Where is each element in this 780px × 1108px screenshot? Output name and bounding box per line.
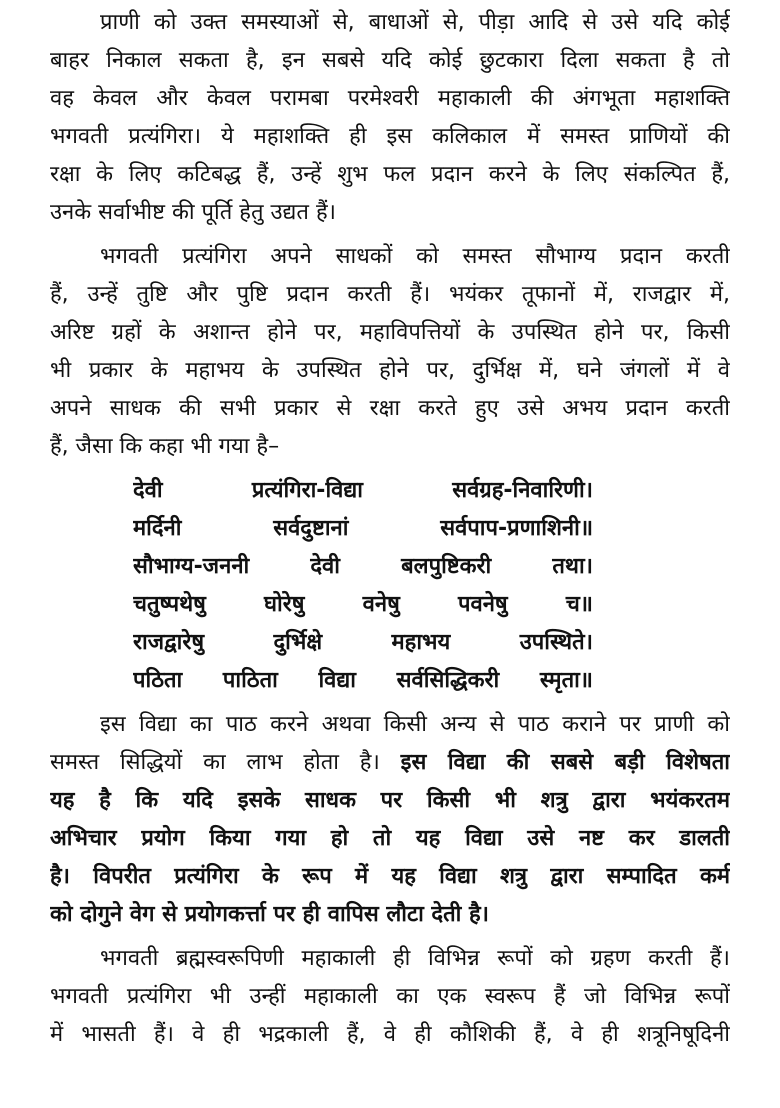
- bold-text-line: है। विपरीत प्रत्यंगिरा के रूप में यह विद्या शत्रु द्वारा सम्पादित कर्म: [50, 864, 730, 889]
- text-line: हैं, जैसा कि कहा भी गया है–: [50, 434, 280, 459]
- normal-text: समस्त सिद्धियों का लाभ होता है।: [50, 750, 401, 775]
- text-line: में भासती हैं। वे ही भद्रकाली हैं, वे ही कौशिकी हैं, वे ही शत्रूनिषूदिनी: [50, 1022, 730, 1047]
- paragraph-4: [50, 940, 730, 1054]
- text-line: भगवती प्रत्यंगिरा भी उन्हीं महाकाली का एक स्वरूप हैं जो विभिन्न रूपों: [50, 984, 730, 1009]
- text-line: बाहर निकाल सकता है, इन सबसे यदि कोई छुटकारा दिला सकता है तो: [50, 48, 730, 73]
- text-line: हैं, उन्हें तुष्टि और पुष्टि प्रदान करती हैं। भयंकर तूफानों में, राजद्वार में,: [50, 282, 730, 307]
- document-page: [50, 4, 730, 1054]
- verse-line: मर्दिनी सर्वदुष्टानां सर्वपाप-प्रणाशिनी॥: [133, 516, 593, 541]
- verse-line: चतुष्पथेषु घोरेषु वनेषु पवनेषु च॥: [133, 592, 593, 617]
- text-line: रक्षा के लिए कटिबद्ध हैं, उन्हें शुभ फल प्रदान करने के लिए संकल्पित हैं,: [50, 162, 730, 187]
- text-line: भगवती प्रत्यंगिरा। ये महाशक्ति ही इस कलिकाल में समस्त प्राणियों की: [50, 124, 730, 149]
- text-line: उनके सर्वाभीष्ट की पूर्ति हेतु उद्यत हैं।: [50, 200, 336, 225]
- text-line: भगवती प्रत्यंगिरा अपने साधकों को समस्त सौभाग्य प्रदान करती: [100, 244, 730, 269]
- sanskrit-verse: [50, 472, 593, 700]
- text-line: अरिष्ट ग्रहों के अशान्त होने पर, महाविपत्तियों के उपस्थित होने पर, किसी: [50, 320, 730, 345]
- text-line: वह केवल और केवल परामबा परमेश्वरी महाकाली की अंगभूता महाशक्ति: [50, 86, 730, 111]
- verse-line: पठिता पाठिता विद्या सर्वसिद्धिकरी स्मृता॥: [133, 668, 593, 693]
- bold-text: इस विद्या की सबसे बड़ी विशेषता: [400, 750, 730, 775]
- paragraph-1: [50, 4, 730, 232]
- verse-line: सौभाग्य-जननी देवी बलपुष्टिकरी तथा।: [133, 554, 593, 579]
- text-line: भगवती ब्रह्मस्वरूपिणी महाकाली ही विभिन्न रूपों को ग्रहण करती हैं।: [100, 946, 730, 971]
- bold-text-line: को दोगुने वेग से प्रयोगकर्त्ता पर ही वापिस लौटा देती है।: [50, 902, 490, 927]
- text-line: प्राणी को उक्त समस्याओं से, बाधाओं से, पीड़ा आदि से उसे यदि कोई: [100, 10, 730, 35]
- bold-text-line: अभिचार प्रयोग किया गया हो तो यह विद्या उसे नष्ट कर डालती: [50, 826, 730, 851]
- text-line: भी प्रकार के महाभय के उपस्थित होने पर, दुर्भिक्ष में, घने जंगलों में वे: [50, 358, 730, 383]
- text-line: इस विद्या का पाठ करने अथवा किसी अन्य से पाठ कराने पर प्राणी को: [100, 712, 730, 737]
- paragraph-3: [50, 706, 730, 934]
- bold-text-line: यह है कि यदि इसके साधक पर किसी भी शत्रु द्वारा भयंकरतम: [50, 788, 730, 813]
- verse-line: देवी प्रत्यंगिरा-विद्या सर्वग्रह-निवारिणी।: [133, 478, 593, 503]
- paragraph-2: [50, 238, 730, 466]
- text-line: [50, 744, 730, 782]
- text-line: अपने साधक की सभी प्रकार से रक्षा करते हुए उसे अभय प्रदान करती: [50, 396, 730, 421]
- verse-line: राजद्वारेषु दुर्भिक्षे महाभय उपस्थिते।: [133, 630, 593, 655]
